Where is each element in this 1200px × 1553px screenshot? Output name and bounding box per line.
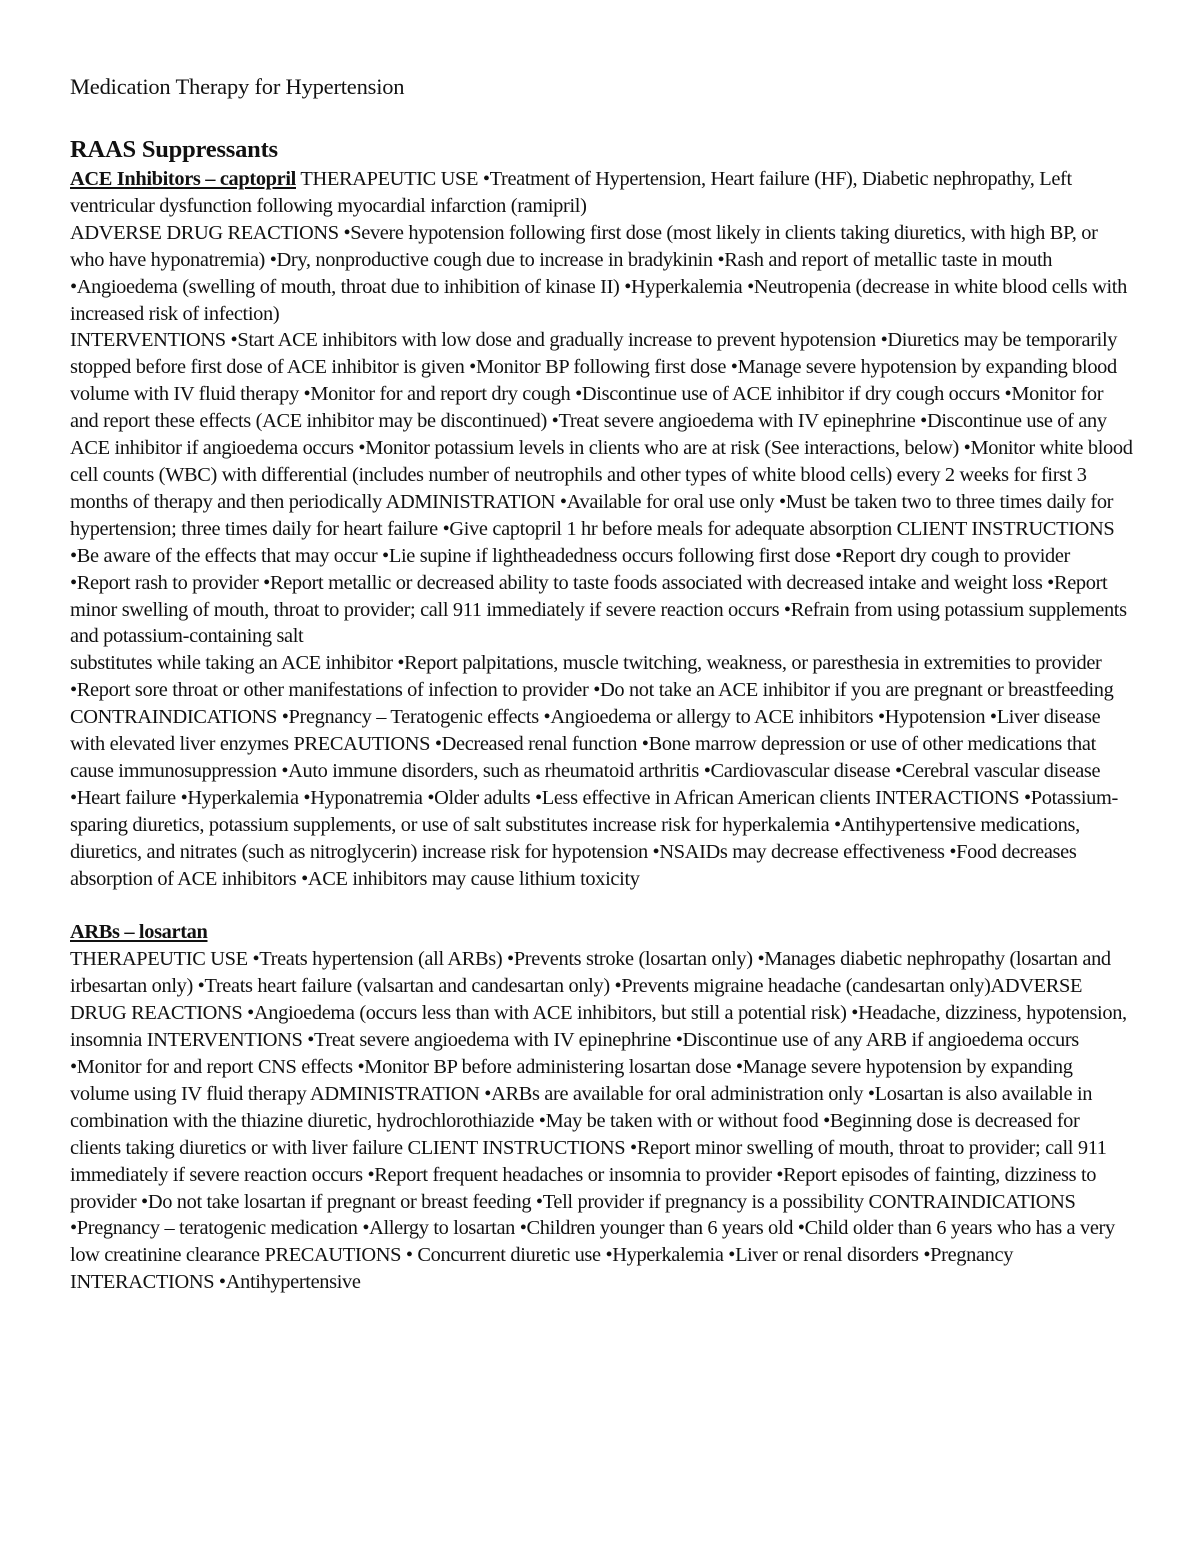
- arbs-paragraph: THERAPEUTIC USE •Treats hypertension (all ARBs) •Prevents stroke (losartan only) •Manages diabetic nephropathy (losartan and irbesartan only) •Treats heart failure (valsartan and candesartan only) •Prevents migraine headache (candesartan only)ADVERSE DRUG REACTIONS •Angioedema (occurs less than with ACE inhibitors, but still a potential risk) •Headache, dizziness, hypotension, insomnia INTERVENTIONS •Treat severe angioedema with IV epinephrine •Discontinue use of any ARB if angioedema occurs •Monitor for and report CNS effects •Monitor BP before administering losartan dose •Manage severe hypotension by expanding volume using IV fluid therapy ADMINISTRATION •ARBs are available for oral administration only •Losartan is also available in combination with the thiazine diuretic, hydrochlorothiazide •May be taken with or without food •Beginning dose is decreased for clients taking diuretics or with liver failure CLIENT INSTRUCTIONS •Report minor swelling of mouth, throat to provider; call 911 immediately if severe reaction occurs •Report frequent headaches or insomnia to provider •Report episodes of fainting, dizziness to provider •Do not take losartan if pregnant or breast feeding •Tell provider if pregnancy is a possibility CONTRAINDICATIONS •Pregnancy – teratogenic medication •Allergy to losartan •Children younger than 6 years old •Child older than 6 years who has a very low creatinine clearance PRECAUTIONS • Concurrent diuretic use •Hyperkalemia •Liver or renal disorders •Pregnancy INTERACTIONS •Antihypertensive: [70, 948, 1127, 1294]
- ace-paragraph-adverse-reactions: ADVERSE DRUG REACTIONS •Severe hypotension following first dose (most likely in clients taking diuretics, with high BP, or who have hyponatremia) •Dry, nonproductive cough due to increase in bradykinin •Rash and report of metallic taste in mouth •Angioedema (swelling of mouth, throat due to inhibition of kinase II) •Hyperkalemia •Neutropenia (decrease in white blood cells with increased risk of infection): [70, 221, 1127, 325]
- document-title: Medication Therapy for Hypertension: [70, 74, 405, 99]
- ace-therapeutic-use-text: THERAPEUTIC USE •Treatment of Hypertension, Heart failure (HF), Diabetic nephropathy, Left ventricular dysfunction following myocardial infarction (ramipril): [70, 168, 1072, 217]
- ace-inhibitors-block: [70, 166, 1134, 892]
- arbs-heading: ARBs – losartan: [70, 921, 208, 944]
- ace-inhibitors-heading: ACE Inhibitors – captopril: [70, 168, 296, 190]
- ace-paragraph-interventions: INTERVENTIONS •Start ACE inhibitors with low dose and gradually increase to prevent hypotension •Diuretics may be temporarily stopped before first dose of ACE inhibitor is given •Monitor BP following first dose •Manage severe hypotension by expanding blood volume with IV fluid therapy •Monitor for and report dry cough •Discontinue use of ACE inhibitor if dry cough occurs •Monitor for and report these effects (ACE inhibitor may be discontinued) •Treat severe angioedema with IV epinephrine •Discontinue use of any ACE inhibitor if angioedema occurs •Monitor potassium levels in clients who are at risk (See interactions, below) •Monitor white blood cell counts (WBC) with differential (includes number of neutrophils and other types of white blood cells) every 2 weeks for first 3 months of therapy and then periodically ADMINISTRATION •Available for oral use only •Must be taken two to three times daily for hypertension; three times daily for heart failure •Give captopril 1 hr before meals for adequate absorption CLIENT INSTRUCTIONS •Be aware of the effects that may occur •Lie supine if lightheadedness occurs following first dose •Report dry cough to provider •Report rash to provider •Report metallic or decreased ability to taste foods associated with decreased intake and weight loss •Report minor swelling of mouth, throat to provider; call 911 immediately if severe reaction occurs •Refrain from using potassium supplements and potassium-containing salt: [70, 329, 1133, 648]
- ace-paragraph-contraindications: substitutes while taking an ACE inhibitor •Report palpitations, muscle twitching, weakness, or paresthesia in extremities to provider •Report sore throat or other manifestations of infection to provider •Do not take an ACE inhibitor if you are pregnant or breastfeeding CONTRAINDICATIONS •Pregnancy – Teratogenic effects •Angioedema or allergy to ACE inhibitors •Hypotension •Liver disease with elevated liver enzymes PRECAUTIONS •Decreased renal function •Bone marrow depression or use of other medications that cause immunosuppression •Auto immune disorders, such as rheumatoid arthritis •Cardiovascular disease •Cerebral vascular disease •Heart failure •Hyperkalemia •Hyponatremia •Older adults •Less effective in African American clients INTERACTIONS •Potassium-sparing diuretics, potassium supplements, or use of salt substitutes increase risk for hyperkalemia •Antihypertensive medications, diuretics, and nitrates (such as nitroglycerin) increase risk for hypotension •NSAIDs may decrease effectiveness •Food decreases absorption of ACE inhibitors •ACE inhibitors may cause lithium toxicity: [70, 652, 1118, 890]
- arbs-block: [70, 919, 1134, 1296]
- section-heading-raas: RAAS Suppressants: [70, 136, 278, 163]
- document-page: [70, 72, 1134, 1296]
- arbs-heading-line: [70, 919, 1134, 946]
- ace-paragraph-therapeutic-use: [70, 166, 1134, 220]
